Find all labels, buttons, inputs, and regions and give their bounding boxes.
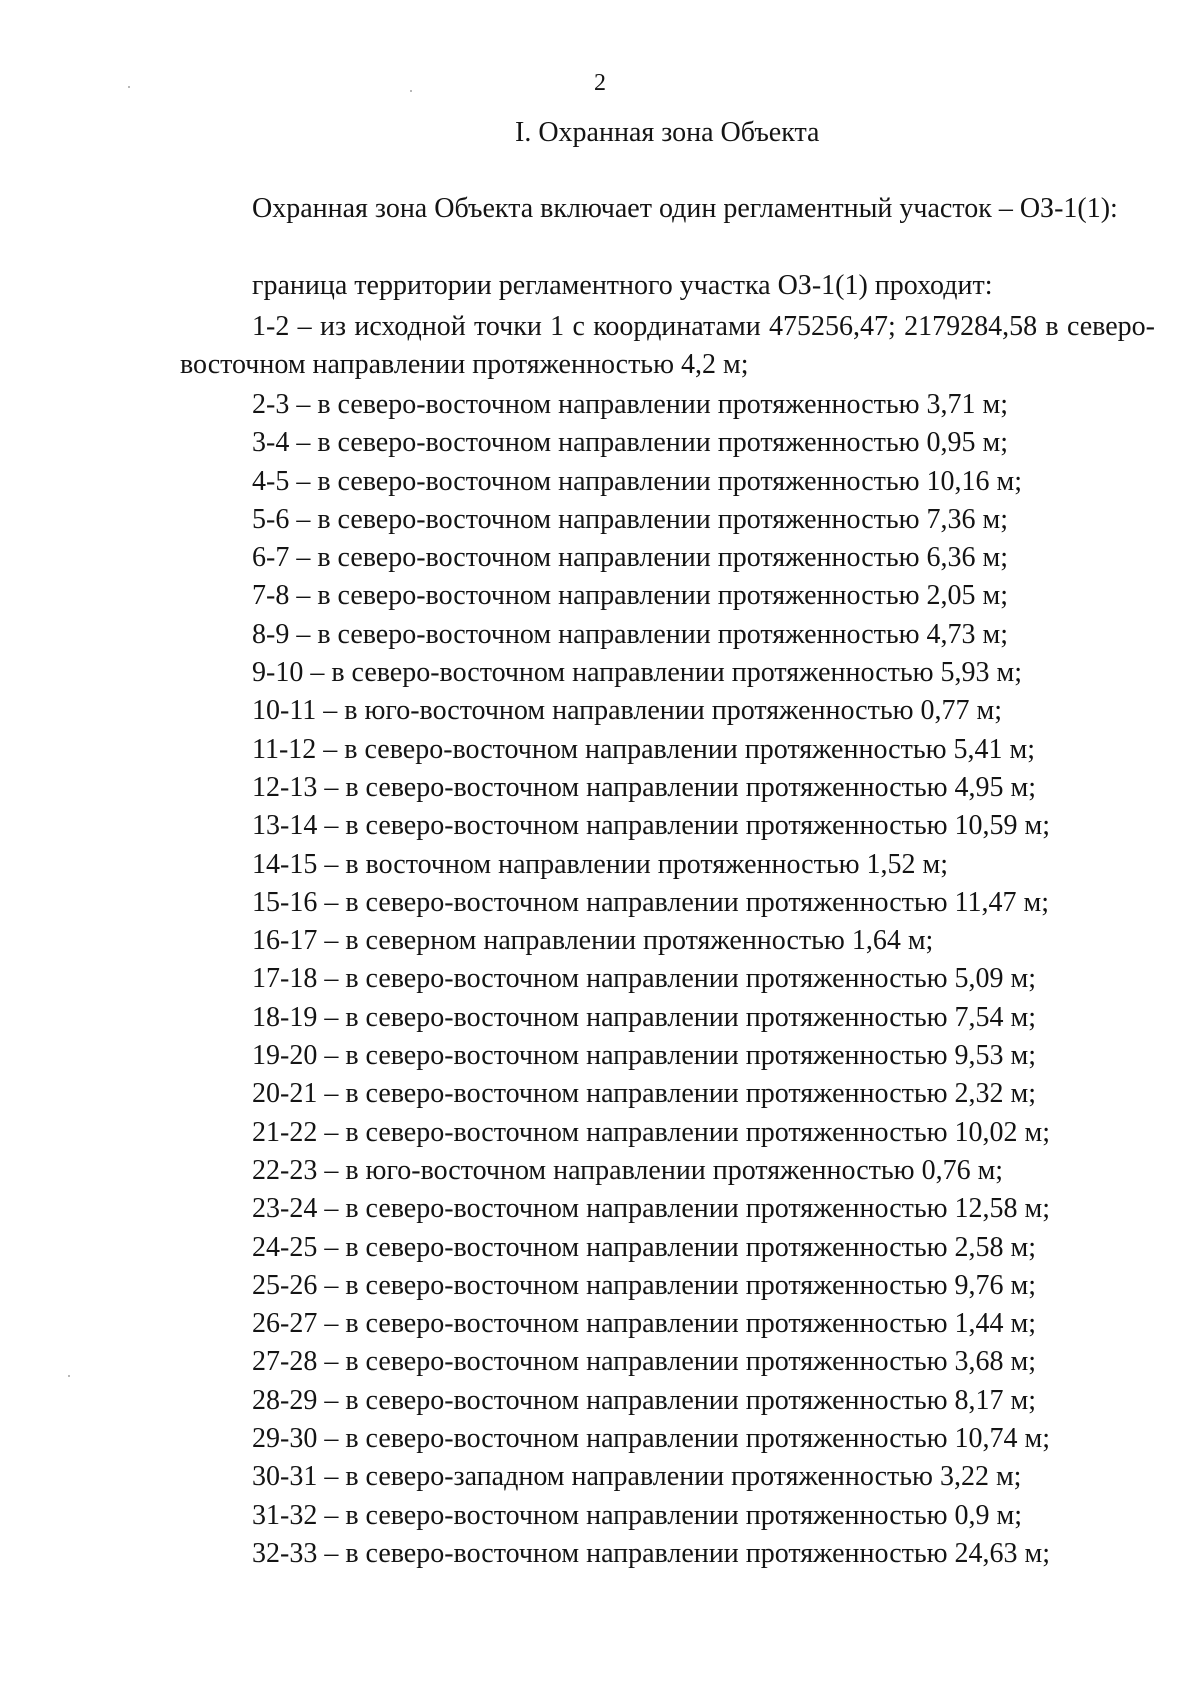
segment-item: 3-4 – в северо-восточном направлении протяженностью 0,95 м;: [252, 427, 1009, 459]
segment-item: 19-20 – в северо-восточном направлении протяженностью 9,53 м;: [252, 1040, 1037, 1072]
segment-item: 2-3 – в северо-восточном направлении протяженностью 3,71 м;: [252, 389, 1009, 420]
scan-speck: [68, 1375, 70, 1377]
segment-item: 31-32 – в северо-восточном направлении протяженностью 0,9 м;: [252, 1499, 1023, 1531]
segment-item: 12-13 – в северо-восточном направлении протяженностью 4,95 м;: [252, 771, 1037, 803]
section-heading: I. Охранная зона Объекта: [515, 117, 820, 148]
segment-item: 10-11 – в юго-восточном направлении протяженностью 0,77 м;: [252, 695, 1003, 727]
segment-list: [252, 386, 1050, 1573]
segment-item: 21-22 – в северо-восточном направлении протяженностью 10,02 м;: [252, 1116, 1051, 1148]
segment-item: 25-26 – в северо-восточном направлении протяженностью 9,76 м;: [252, 1269, 1037, 1301]
segment-item: 27-28 – в северо-восточном направлении протяженностью 3,68 м;: [252, 1346, 1037, 1378]
segment-item: 26-27 – в северо-восточном направлении протяженностью 1,44 м;: [252, 1308, 1037, 1340]
segment-item: 6-7 – в северо-восточном направлении протяженностью 6,36 м;: [252, 542, 1009, 574]
segment-item: 15-16 – в северо-восточном направлении протяженностью 11,47 м;: [252, 886, 1050, 918]
segment-item: 24-25 – в северо-восточном направлении протяженностью 2,58 м;: [252, 1231, 1037, 1263]
segment-item: 29-30 – в северо-восточном направлении протяженностью 10,74 м;: [252, 1423, 1051, 1455]
page-number: 2: [594, 70, 606, 96]
segment-item: 9-10 – в северо-восточном направлении протяженностью 5,93 м;: [252, 657, 1023, 689]
border-intro: граница территории регламентного участка ОЗ-1(1) проходит:: [252, 270, 993, 301]
scan-speck: [128, 86, 130, 88]
segment-item: 30-31 – в северо-западном направлении протяженностью 3,22 м;: [252, 1461, 1022, 1493]
segment-item: 16-17 – в северном направлении протяженностью 1,64 м;: [252, 925, 934, 957]
segment-item: 14-15 – в восточном направлении протяженностью 1,52 м;: [252, 848, 949, 880]
segment-item: 11-12 – в северо-восточном направлении протяженностью 5,41 м;: [252, 733, 1036, 765]
segment-item: 23-24 – в северо-восточном направлении протяженностью 12,58 м;: [252, 1193, 1051, 1225]
segment-item: 22-23 – в юго-восточном направлении протяженностью 0,76 м;: [252, 1154, 1004, 1186]
scan-speck: [410, 90, 412, 92]
first-segment: 1-2 – из исходной точки 1 с координатами 475256,47; 2179284,58 в северо-восточном направлении протяженностью 4,2 м;: [180, 311, 1155, 380]
segment-item: 18-19 – в северо-восточном направлении протяженностью 7,54 м;: [252, 1001, 1037, 1033]
segment-item: 32-33 – в северо-восточном направлении протяженностью 24,63 м;: [252, 1537, 1051, 1569]
segment-item: 7-8 – в северо-восточном направлении протяженностью 2,05 м;: [252, 580, 1009, 612]
intro-paragraph: Охранная зона Объекта включает один регламентный участок – ОЗ-1(1):: [252, 193, 1118, 224]
segment-item: 28-29 – в северо-восточном направлении протяженностью 8,17 м;: [252, 1384, 1037, 1416]
segment-item: 8-9 – в северо-восточном направлении протяженностью 4,73 м;: [252, 618, 1009, 650]
segment-item: 17-18 – в северо-восточном направлении протяженностью 5,09 м;: [252, 963, 1037, 995]
segment-item: 20-21 – в северо-восточном направлении протяженностью 2,32 м;: [252, 1078, 1037, 1110]
segment-item: 13-14 – в северо-восточном направлении протяженностью 10,59 м;: [252, 810, 1051, 842]
segment-item: 4-5 – в северо-восточном направлении протяженностью 10,16 м;: [252, 465, 1023, 497]
segment-item: 5-6 – в северо-восточном направлении протяженностью 7,36 м;: [252, 503, 1009, 535]
